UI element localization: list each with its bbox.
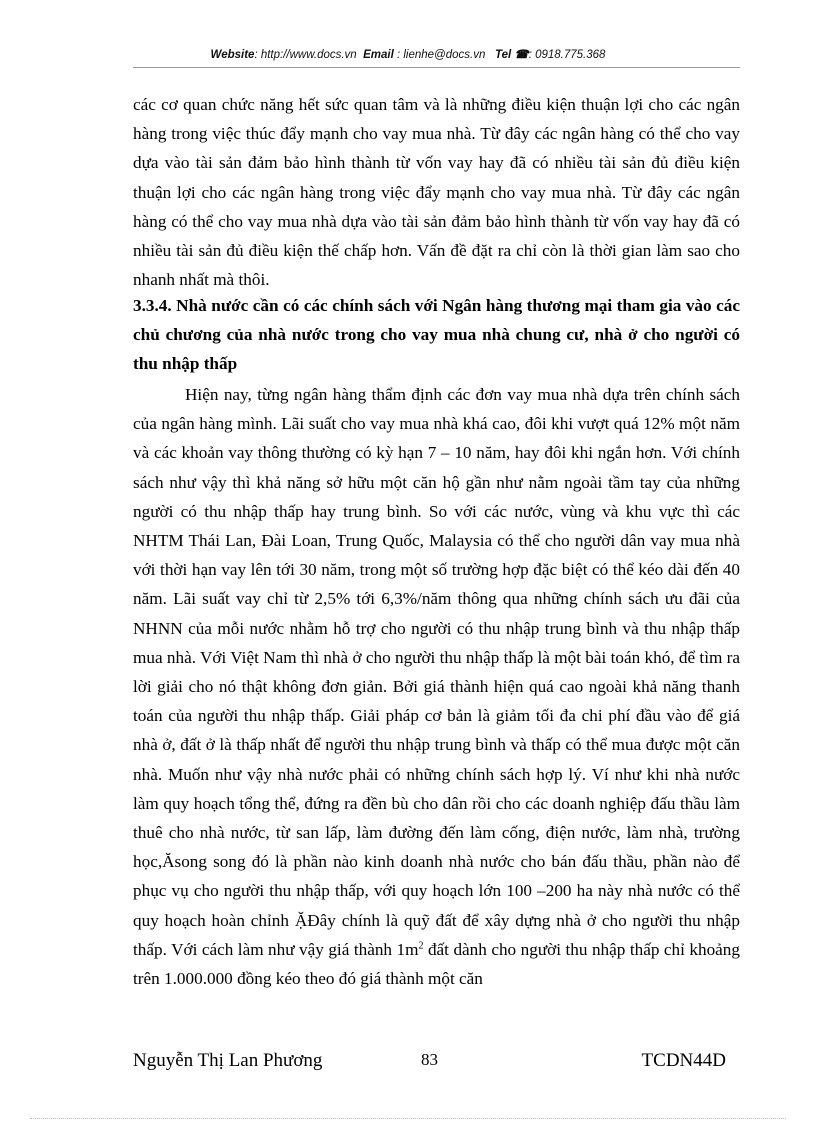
email-value: : lienhe@docs.vn	[393, 49, 486, 61]
page-bottom-divider	[30, 1118, 786, 1119]
paragraph-main	[133, 380, 740, 993]
superscript: 2	[418, 940, 424, 952]
email-label: Email	[363, 49, 394, 61]
paragraph-main-text: Hiện nay, từng ngân hàng thẩm định các đơn vay mua nhà dựa trên chính sách của ngân hàng mình. Lãi suất cho vay mua nhà khá cao, đôi khi vượt quá 12% một năm và các khoản vay thông thường có kỳ hạn 7 – 10 năm, hay đôi khi ngắn hơn. Với chính sách như vậy thì khả năng sở hữu một căn hộ gần như nằm ngoài tầm tay của những người có thu nhập thấp hay trung bình. So với các nước, vùng và khu vực thì các NHTM Thái Lan, Đài Loan, Trung Quốc, Malaysia có thể cho người dân vay mua nhà với thời hạn vay lên tới 30 năm, trong một số trường hợp đặc biệt có thể kéo dài đến 40 năm. Lãi suất vay chỉ từ 2,5% tới 6,3%/năm thông qua những chính sách ưu đãi của NHNN của mỗi nước nhằm hỗ trợ cho người có thu nhập trung bình và thu nhập thấp mua nhà. Với Việt Nam thì nhà ở cho người thu nhập thấp là một bài toán khó, để tìm ra lời giải cho nó thật không đơn giản. Bởi giá thành hiện quá cao ngoài khả năng thanh toán của người thu nhập thấp. Giải pháp cơ bản là giảm tối đa chi phí đầu vào để giá nhà ở, đất ở là thấp nhất để người thu nhập trung bình và thấp có thể mua được một căn nhà. Muốn như vậy nhà nước phải có những chính sách hợp lý. Ví như khi nhà nước làm quy hoạch tổng thể, đứng ra đền bù cho dân rồi cho các doanh nghiệp đấu thầu làm thuê cho nhà nước, từ san lấp, làm đường đến làm cống, điện nước, làm nhà, trường học,Ăsong song đó là phần nào kinh doanh nhà nước cho bán đấu thầu, phần nào để phục vụ cho người thu nhập thấp, với quy hoạch lớn 100 –200 ha này nhà nước có thể quy hoạch hoàn chỉnh ẶĐây chính là quỹ đất để xây dựng nhà ở cho người thu nhập thấp. Với cách làm như vậy giá thành 1m	[133, 385, 740, 959]
website-label: Website	[210, 49, 255, 61]
page-footer	[133, 1050, 726, 1076]
website-value: : http://www.docs.vn	[254, 49, 357, 61]
header-divider	[133, 67, 740, 68]
paragraph-intro: các cơ quan chức năng hết sức quan tâm và là những điều kiện thuận lợi cho các ngân hàng trong việc thúc đẩy mạnh cho vay mua nhà. Từ đây các ngân hàng có thể cho vay dựa vào tài sản đảm bảo hình thành từ vốn vay hay đã có nhiều tài sản đủ điều kiện thuận lợi cho các ngân hàng trong việc đẩy mạnh cho vay mua nhà. Từ đây các ngân hàng có thể cho vay mua nhà dựa vào tài sản đảm bảo hình thành từ vốn vay hay đã có nhiều tài sản đủ điều kiện thế chấp hơn. Vấn đề đặt ra chỉ còn là thời gian làm sao cho nhanh nhất mà thôi.	[133, 95, 740, 290]
tel-label: Tel	[494, 49, 512, 61]
phone-icon: ☎	[514, 49, 529, 61]
paragraph-main-text-end: đất dành cho người thu nhập thấp chỉ khoảng trên 1.000.000 đồng kéo theo đó giá thành một căn	[133, 939, 740, 989]
tel-value: : 0918.775.368	[528, 49, 606, 61]
page-number: 83	[421, 1050, 438, 1069]
page-header	[0, 47, 816, 61]
section-heading: 3.3.4. Nhà nước cần có các chính sách với Ngân hàng thương mại tham gia vào các chủ chương của nhà nước trong cho vay mua nhà chung cư, nhà ở cho người có thu nhập thấp	[133, 296, 740, 374]
footer-class-code: TCDN44D	[641, 1050, 726, 1071]
footer-author: Nguyễn Thị Lan Phương	[133, 1050, 323, 1071]
